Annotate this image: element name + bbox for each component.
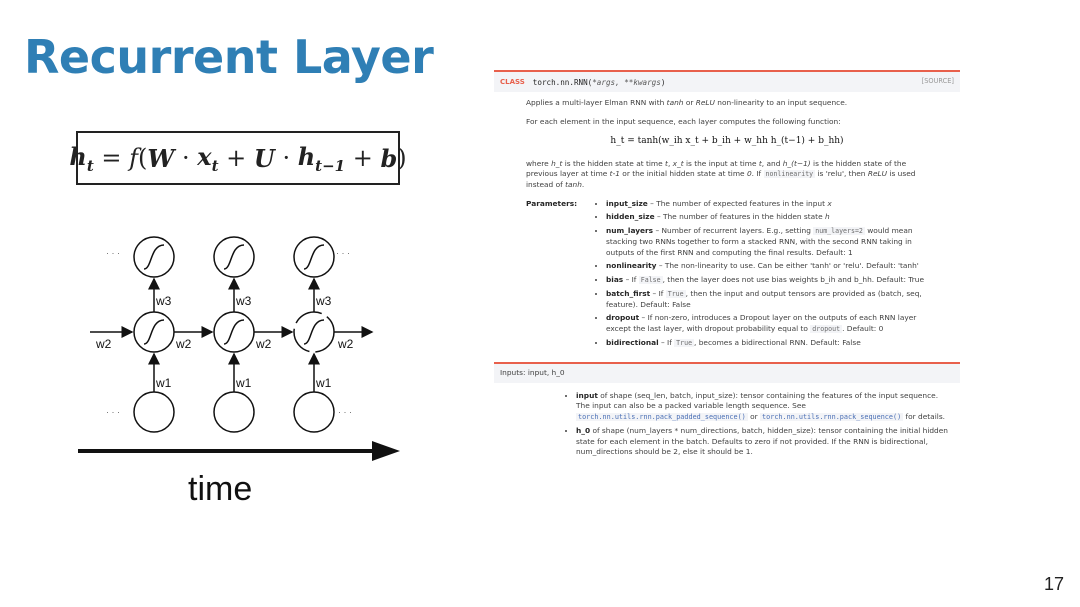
parameter-code: False — [640, 276, 661, 285]
w2-label-2: w2 — [176, 337, 192, 351]
input-desc: of shape (num_layers * num_directions, batch, hidden_size): tensor containing the initial hidden state for each element in the batch. Defaults to zero if not provided. If the RNN is bidirectional, num_directions should be 2, else it should be 1. — [576, 425, 948, 457]
parameter-desc-post: , then the input and output tensors are provided as (batch, seq, feature). Default: False — [606, 288, 922, 309]
w2-label-4: w2 — [338, 337, 354, 351]
parameter-code: True — [676, 338, 693, 347]
parameters-label: Parameters: — [526, 198, 578, 208]
input-node-2 — [214, 392, 254, 432]
parameter-item — [606, 289, 928, 310]
input-node-1 — [134, 392, 174, 432]
signature-close: ) — [660, 77, 666, 87]
doc-link[interactable]: torch.nn.utils.rnn.pack_padded_sequence() — [578, 413, 746, 421]
w2-label-3: w2 — [256, 337, 272, 351]
parameter-item — [606, 261, 928, 272]
formula-open: ( — [138, 144, 148, 172]
formula-f: f — [129, 144, 139, 172]
formula-close: ) — [397, 144, 407, 172]
output-node-1 — [134, 237, 174, 277]
parameter-desc: – If non-zero, introduces a Dropout layer on the outputs of each RNN layer except the last layer, with dropout probability equal to — [606, 313, 917, 334]
input-name: input — [576, 390, 598, 400]
parameter-desc: – Number of recurrent layers. E.g., setting — [653, 226, 814, 236]
parameter-code: True — [667, 289, 684, 298]
parameter-desc-post: , then the layer does not use bias weights b_ih and b_hh. Default: True — [662, 275, 924, 285]
parameter-name: bidirectional — [606, 337, 659, 347]
parameter-desc: – If — [650, 288, 666, 298]
signature-name: torch.nn.RNN( — [532, 77, 593, 87]
parameter-name: nonlinearity — [606, 261, 657, 271]
parameter-item — [606, 275, 928, 286]
w1-label-3: w1 — [316, 376, 332, 390]
w1-label-2: w1 — [236, 376, 252, 390]
input-desc-post: for details. — [903, 412, 946, 421]
parameter-desc: – The number of features in the hidden state — [654, 212, 825, 222]
hidden-node-2 — [214, 312, 254, 352]
formula-plus2: + — [345, 144, 381, 172]
parameters-list — [594, 199, 928, 352]
formula-dot2: · — [274, 144, 298, 172]
formula-h: h — [69, 141, 87, 171]
where-text: where h_t is the hidden state at time t, x_t is the input at time t, and h_(t−1) is the hidden state of the previous layer at time t-1 or the initial hidden state at time 0. If nonlinearity is 'relu', then ReLU is used instead of tanh. — [526, 158, 916, 189]
parameter-item — [606, 226, 928, 258]
signature-args: *args, **kwargs — [592, 77, 661, 87]
inputs-list — [494, 391, 960, 459]
parameter-item — [606, 313, 928, 334]
formula-x: x — [197, 141, 212, 171]
rnn-unrolled-diagram — [76, 225, 406, 475]
hidden-node-1 — [134, 312, 174, 352]
parameter-code: dropout — [812, 325, 841, 334]
parameter-name: bias — [606, 275, 624, 285]
rnn-equation: h_t = tanh(w_ih x_t + b_ih + w_hh h_(t−1) + b_hh) — [610, 136, 844, 147]
input-desc: of shape (seq_len, batch, input_size): tensor containing the features of the input sequence. The input can also be a packed variable length sequence. See — [576, 390, 939, 411]
pytorch-rnn-doc — [494, 70, 960, 535]
doc-link[interactable]: torch.nn.utils.rnn.pack_sequence() — [762, 413, 902, 421]
parameter-item — [606, 338, 928, 349]
formula-W: W — [147, 143, 175, 173]
formula-tm1: t−1 — [315, 156, 346, 175]
parameter-name: batch_first — [606, 288, 651, 298]
formula-h2: h — [297, 141, 316, 171]
ellipsis-bottom-right: · · · — [338, 407, 352, 417]
w1-label-1: w1 — [156, 376, 172, 390]
w3-label-1: w3 — [156, 294, 172, 308]
intro-text: Applies a multi-layer Elman RNN with tanh or ReLU non-linearity to an input sequence. — [526, 98, 848, 107]
parameter-var: x — [827, 198, 832, 208]
parameter-name: input_size — [606, 198, 648, 208]
parameter-desc: – The non-linearity to use. Can be either 'tanh' or 'relu'. Default: 'tanh' — [656, 261, 919, 271]
page-number: 17 — [1043, 574, 1064, 594]
parameter-desc: – The number of expected features in the input — [647, 198, 828, 208]
parameter-desc: – If — [623, 275, 639, 285]
time-label: time — [188, 470, 253, 508]
parameter-desc: – If — [658, 337, 675, 347]
slide-title: Recurrent Layer — [24, 30, 434, 84]
w2-label-1: w2 — [96, 337, 112, 351]
formula-dot1: · — [174, 144, 198, 172]
formula-plus1: + — [218, 144, 254, 172]
parameter-item — [606, 212, 928, 223]
output-node-3 — [294, 237, 334, 277]
parameter-desc-post: , becomes a bidirectional RNN. Default: False — [694, 337, 861, 347]
formula-t: t — [86, 156, 94, 175]
formula-b: b — [380, 143, 398, 173]
input-node-3 — [294, 392, 334, 432]
parameter-name: dropout — [606, 313, 640, 323]
signature — [533, 77, 666, 88]
hidden-node-3 — [294, 312, 334, 352]
input-desc-mid: or — [747, 412, 761, 421]
doc-header — [494, 70, 960, 92]
parameter-name: num_layers — [606, 226, 654, 236]
parameter-var: h — [824, 212, 830, 222]
parameters-section — [526, 199, 928, 352]
parameter-desc-post: would mean stacking two RNNs together to form a stacked RNN, with the second RNN taking in outputs of the first RNN and computing the final results. Default: 1 — [606, 226, 913, 257]
ellipsis-top-left: · · · — [106, 248, 120, 258]
class-tag: CLASS — [500, 77, 525, 86]
inputs-section — [494, 362, 960, 459]
ellipsis-top-right: · · · — [336, 248, 350, 258]
parameter-code: num_layers=2 — [815, 227, 863, 236]
w3-label-3: w3 — [316, 294, 332, 308]
ellipsis-bottom-left: · · · — [106, 407, 120, 417]
parameter-item — [606, 199, 928, 210]
formula-U: U — [253, 143, 275, 173]
parameter-desc-post: . Default: 0 — [842, 324, 884, 334]
output-node-2 — [214, 237, 254, 277]
formula-eq: = — [93, 144, 130, 172]
input-item — [576, 391, 954, 423]
rnn-formula — [69, 131, 407, 185]
source-link[interactable]: [SOURCE] — [921, 77, 954, 86]
input-item — [576, 426, 954, 458]
formula-x-sub: t — [211, 156, 219, 175]
parameter-name: hidden_size — [606, 212, 655, 222]
input-name: h_0 — [576, 425, 591, 435]
inputs-header: Inputs: input, h_0 — [494, 362, 960, 383]
each-element-text: For each element in the input sequence, each layer computes the following function: — [526, 116, 841, 126]
w3-label-2: w3 — [236, 294, 252, 308]
